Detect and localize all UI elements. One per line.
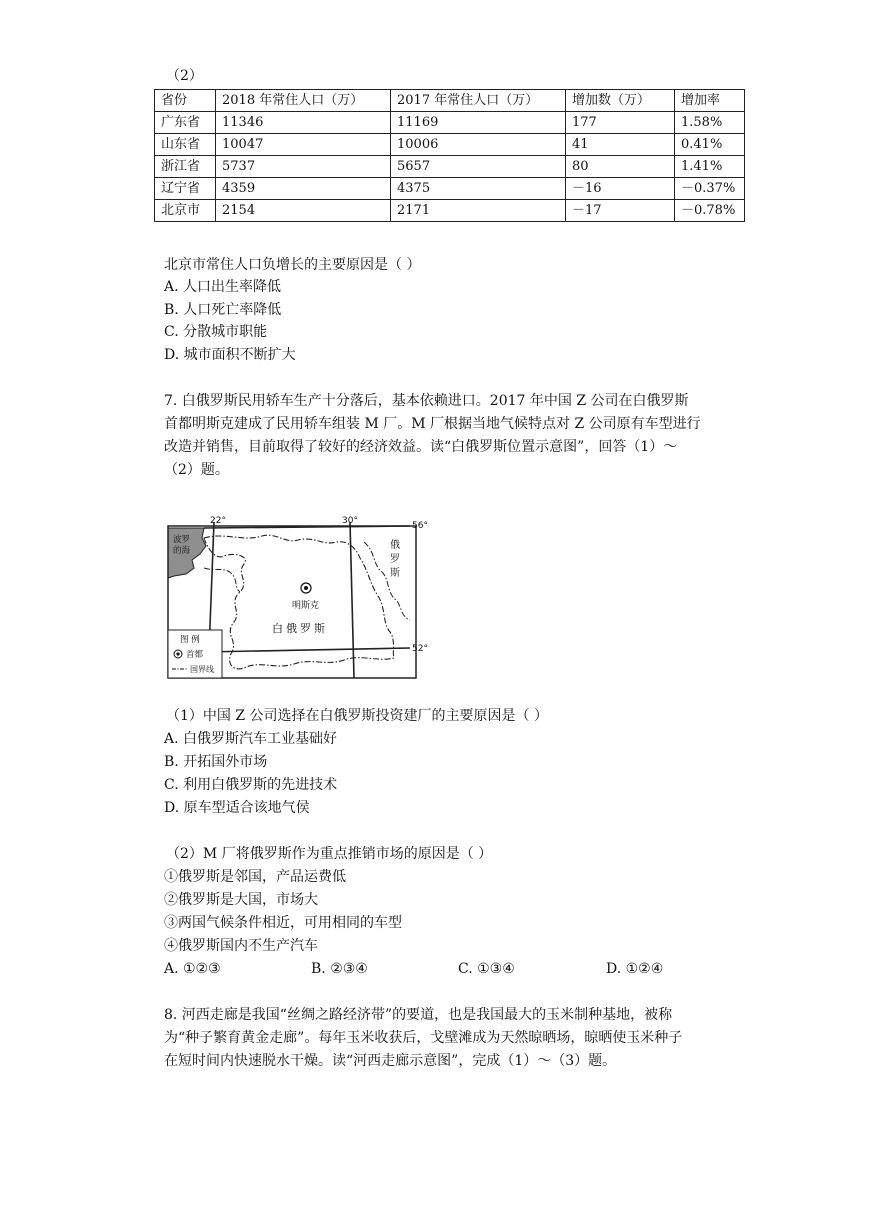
q7-sub1-question: （1）中国 Z 公司选择在白俄罗斯投资建厂的主要原因是（ ） xyxy=(166,708,548,724)
baltic-sea-label: 波罗 xyxy=(173,535,191,545)
q6-option-b: B. 人口死亡率降低 xyxy=(164,302,282,318)
table-cell: 41 xyxy=(566,134,675,156)
table-cell: －0.78% xyxy=(675,200,745,222)
lon-label-22: 22° xyxy=(210,516,226,526)
table-cell: 4359 xyxy=(216,178,391,200)
table-cell: 11346 xyxy=(216,112,391,134)
map-figure xyxy=(164,512,426,680)
table-cell: 广东省 xyxy=(155,112,216,134)
meridian-30-line xyxy=(350,522,354,678)
capital-symbol-dot-icon xyxy=(304,586,308,590)
table-cell: 北京市 xyxy=(155,200,216,222)
table-cell: 1.58% xyxy=(675,112,745,134)
russia-label: 斯 xyxy=(390,568,400,579)
baltic-sea-label: 的海 xyxy=(173,546,191,556)
legend-capital-label: 首都 xyxy=(186,650,204,660)
q7-sub1-option-b: B. 开拓国外市场 xyxy=(164,754,268,770)
q7-stem-line: （2）题。 xyxy=(164,462,229,478)
table-row xyxy=(155,134,745,156)
q7-stem-line: 首都明斯克建成了民用轿车组装 M 厂。M 厂根据当地气候特点对 Z 公司原有车型进行 xyxy=(164,416,701,432)
lon-label-30: 30° xyxy=(342,516,358,526)
table-cell: 浙江省 xyxy=(155,156,216,178)
table-cell: 5657 xyxy=(391,156,566,178)
table-cell: 11169 xyxy=(391,112,566,134)
q7-sub2-option-c: C. ①③④ xyxy=(458,961,515,977)
belarus-label: 白俄罗斯 xyxy=(272,622,328,635)
parallel-52-line xyxy=(204,648,410,652)
table-cell: 5737 xyxy=(216,156,391,178)
q7-sub2-question: （2）M 厂将俄罗斯作为重点推销市场的原因是（ ） xyxy=(166,846,493,862)
table-row xyxy=(155,156,745,178)
table-row xyxy=(155,178,745,200)
table-cell: 2154 xyxy=(216,200,391,222)
q8-stem-line: 为“种子繁育黄金走廊”。每年玉米收获后，戈壁滩成为天然晾晒场，晾晒使玉米种子 xyxy=(164,1030,683,1046)
russia-label: 罗 xyxy=(390,554,400,565)
q6-sub-label: （2） xyxy=(166,68,203,84)
table-cell: 4375 xyxy=(391,178,566,200)
q7-sub2-option-d: D. ①②④ xyxy=(606,961,664,977)
legend-capital-dot-icon xyxy=(176,652,179,655)
q7-stem-line: 7. 白俄罗斯民用轿车生产十分落后，基本依赖进口。2017 年中国 Z 公司在白俄罗斯 xyxy=(164,393,689,409)
table-cell: 10047 xyxy=(216,134,391,156)
russia-border xyxy=(364,542,410,620)
q6-option-c: C. 分散城市职能 xyxy=(164,324,268,340)
table-cell: －16 xyxy=(566,178,675,200)
belarus-location-map xyxy=(164,512,426,680)
table-cell: 10006 xyxy=(391,134,566,156)
q7-sub2-statement: ②俄罗斯是大国，市场大 xyxy=(164,892,318,908)
lithuania-border xyxy=(204,568,240,592)
table-cell: 2171 xyxy=(391,200,566,222)
q7-sub2-option-a: A. ①②③ xyxy=(164,961,221,977)
lat-label-52: 52° xyxy=(412,644,428,654)
q7-sub2-option-b: B. ②③④ xyxy=(311,961,368,977)
q8-stem-line: 在短时间内快速脱水干燥。读“河西走廊示意图”，完成（1）～（3）题。 xyxy=(164,1053,617,1069)
table-row xyxy=(155,200,745,222)
q7-sub2-statement: ③两国气候条件相近，可用相同的车型 xyxy=(164,915,402,931)
legend-border-label: 国界线 xyxy=(190,665,214,674)
russia-label: 俄 xyxy=(390,540,400,551)
q7-sub1-option-c: C. 利用白俄罗斯的先进技术 xyxy=(164,777,338,793)
table-header-cell: 2018 年常住人口（万） xyxy=(216,90,391,112)
q7-sub2-statement: ④俄罗斯国内不生产汽车 xyxy=(164,938,318,954)
q7-sub1-option-d: D. 原车型适合该地气侯 xyxy=(164,800,310,816)
population-table xyxy=(154,89,745,222)
table-cell: －17 xyxy=(566,200,675,222)
table-cell: 1.41% xyxy=(675,156,745,178)
q8-stem-line: 8. 河西走廊是我国“丝绸之路经济带”的要道，也是我国最大的玉米制种基地，被称 xyxy=(164,1007,673,1023)
table-header-cell: 增加数（万） xyxy=(566,90,675,112)
lat-label-56: 56° xyxy=(412,521,428,531)
table-header-row xyxy=(155,90,745,112)
table-header-cell: 2017 年常住人口（万） xyxy=(391,90,566,112)
table-cell: 177 xyxy=(566,112,675,134)
q7-sub1-option-a: A. 白俄罗斯汽车工业基础好 xyxy=(164,731,338,747)
table-row xyxy=(155,112,745,134)
q6-option-d: D. 城市面积不断扩大 xyxy=(164,347,296,363)
table-header-cell: 增加率 xyxy=(675,90,745,112)
table-cell: －0.37% xyxy=(675,178,745,200)
q6-question: 北京市常住人口负增长的主要原因是（ ） xyxy=(164,257,421,273)
table-cell: 山东省 xyxy=(155,134,216,156)
table-cell: 辽宁省 xyxy=(155,178,216,200)
minsk-label: 明斯克 xyxy=(292,601,320,611)
q7-sub2-statement: ①俄罗斯是邻国，产品运费低 xyxy=(164,869,346,885)
q6-option-a: A. 人口出生率降低 xyxy=(164,279,282,295)
table-header-cell: 省份 xyxy=(155,90,216,112)
q7-stem-line: 改造并销售，目前取得了较好的经济效益。读“白俄罗斯位置示意图”，回答（1）～ xyxy=(164,439,678,455)
legend-title: 图 例 xyxy=(180,635,200,645)
table-cell: 80 xyxy=(566,156,675,178)
table-cell: 0.41% xyxy=(675,134,745,156)
